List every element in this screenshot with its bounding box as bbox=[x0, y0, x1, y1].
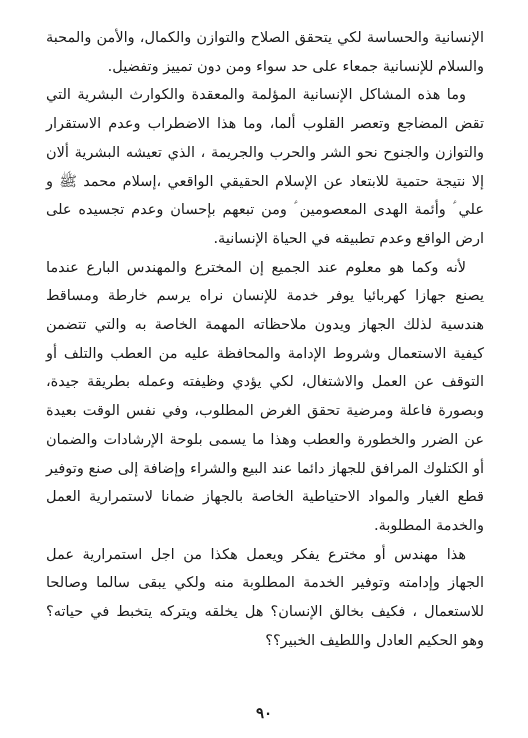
paragraph-engineer-analogy: لأنه وكما هو معلوم عند الجميع إن المخترع والمهندس البارع عندما يصنع جهازا كهربائيا يوفر خدمة للإنسان نراه يرسم خارطة ومساقط هندسية لذلك الجهاز ويدون ملاحظاته المهمة الخاصة به والتي تتضمن كيفية الاستعمال وشروط الإدامة والمحافظة عليه من العطب والتلف أو التوقف عن العمل والاشتغال، لكي يؤدي وظيفته وعمله بطريقة جيدة، وبصورة فاعلة ومرضية تحقق الغرض المطلوب، وفي نفس الوقت بعيدة عن الضرر والخطورة والعطب وهذا ما يسمى بلوحة الإرشادات والضمان أو الكتلوك المرافق للجهاز دائما عند البيع والشراء وإضافة إلى صنع وتوفير قطع الغيار والمواد الاحتياطية الخاصة بالجهاز ضمانا لاستمرارية العمل والخدمة المطلوبة. bbox=[46, 259, 484, 534]
page-number: ٩٠ bbox=[255, 704, 273, 722]
paragraph-problems: وما هذه المشاكل الإنسانية المؤلمة والمعقدة والكوارث البشرية التي تقض المضاجع وتعصر القلوب ألما، وما هذا الاضطراب وعدم الاستقرار والتوازن والجنوح نحو الشر والحرب والجريمة ، الذي تعيشه البشرية ألان إلا نتيجة حتمية للابتعاد عن الإسلام الحقيقي الواقعي ،إسلام محمد ﷺ و علي ؑ وأئمة الهدى المعصومين ؑ ومن تبعهم بإحسان وعدم تجسيده على ارض الواقع وعدم تطبيقه في الحياة الإنسانية. bbox=[46, 87, 484, 247]
paragraph-creator-question: هذا مهندس أو مخترع يفكر ويعمل هكذا من اجل استمرارية عمل الجهاز وإدامته وتوفير الخدمة المطلوبة منه ولكي يبقى سالما وصالحا للاستعمال ، فكيف بخالق الإنسان؟ هل يخلقه ويتركه يتخبط في حياته؟ وهو الحكيم العادل واللطيف الخبير؟؟ bbox=[46, 546, 484, 649]
body-text bbox=[46, 24, 484, 655]
paragraph-continuation: الإنسانية والحساسة لكي يتحقق الصلاح والتوازن والكمال، والأمن والمحبة والسلام للإنسانية جمعاء على حد سواء ومن دون تمييز وتفضيل. bbox=[46, 30, 484, 75]
